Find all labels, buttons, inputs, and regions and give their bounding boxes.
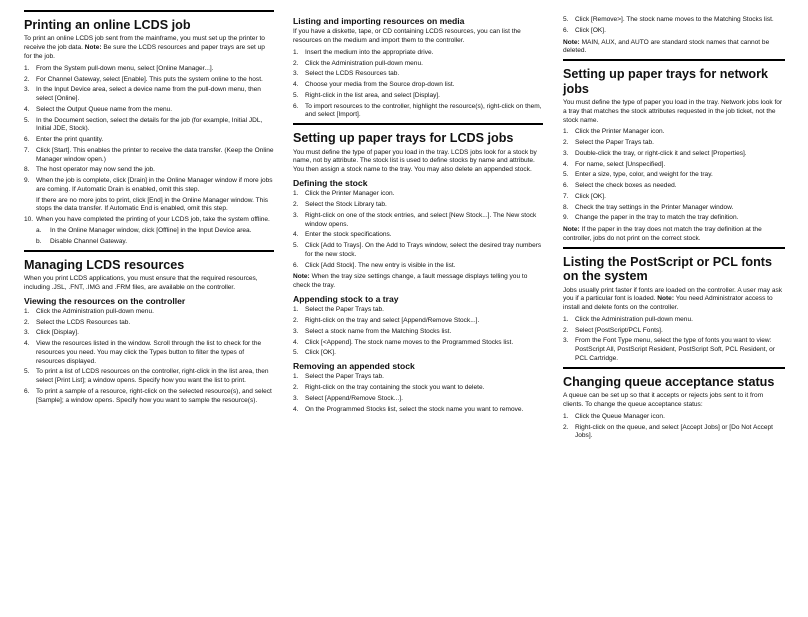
step-number: 5. — [563, 16, 569, 23]
step-text: Choose your media from the Source drop-down list. — [305, 81, 455, 89]
step-text: Click [OK]. — [305, 349, 336, 357]
step-text: Select a stock name from the Matching Stocks list. — [305, 327, 452, 335]
section-paper-trays-lcds — [293, 123, 543, 291]
step-number: 6. — [563, 182, 569, 190]
step-text: In the Document section, select the details for the job (for example, Initial JDL, Initial JDE, Stock). — [36, 116, 263, 133]
note — [563, 39, 785, 57]
step-number: 1. — [563, 412, 569, 420]
list-item — [24, 76, 274, 85]
list-item — [563, 424, 785, 442]
step-list — [563, 16, 785, 36]
section-queue-acceptance — [563, 367, 785, 441]
list-item — [24, 308, 274, 317]
step-number: 9. — [563, 214, 569, 222]
step-text: Select the Paper Trays tab. — [575, 139, 654, 147]
note-text: If the paper in the tray does not match the tray definition at the controller, jobs do not print on the correct stock. — [563, 226, 762, 242]
list-item — [293, 49, 543, 58]
list-item — [293, 339, 543, 348]
list-item — [293, 103, 543, 121]
step-number: 2. — [24, 75, 30, 83]
step-number: 6. — [24, 387, 30, 395]
step-list — [563, 316, 785, 364]
list-item — [293, 81, 543, 90]
column-3 — [563, 10, 785, 444]
step-number: 5. — [293, 349, 299, 357]
step-number: 4. — [563, 160, 569, 168]
list-item — [24, 340, 274, 366]
step-number: 2. — [563, 423, 569, 431]
list-item — [563, 150, 785, 159]
list-item — [293, 242, 543, 260]
step-number: 6. — [563, 26, 569, 34]
step-list — [24, 308, 274, 406]
list-item — [24, 216, 274, 246]
step-text: Click [Start]. This enables the printer to receive the data transfer. (Keep the Online Manager window open.) — [36, 146, 274, 163]
section-intro: If you have a diskette, tape, or CD containing LCDS resources, you can list the resources on the medium and import them to the controller. — [293, 28, 521, 45]
list-item — [24, 388, 274, 406]
subsection-heading: Viewing the resources on the controller — [24, 295, 186, 306]
note-label: Note: — [563, 38, 580, 46]
step-text: Click [OK]. — [575, 192, 606, 200]
step-number: 8. — [24, 166, 30, 174]
note-text: When the tray size settings change, a fault message displays telling you to check the tray. — [293, 273, 528, 290]
step-text: Click [<Append]. The stock name moves to the Programmed Stocks list. — [305, 338, 514, 346]
list-item — [293, 395, 543, 404]
list-item — [563, 327, 785, 336]
section-removing-stock-continued — [563, 10, 785, 56]
note-label: Note: — [84, 44, 102, 52]
section-heading: Changing queue acceptance status — [563, 367, 785, 389]
step-number: 2. — [24, 318, 30, 326]
step-text: To print a list of LCDS resources on the controller, right-click in the list area, then select [Print List]; a window opens. Specify how you want the list to print. — [36, 368, 269, 385]
step-number: 3. — [293, 394, 299, 402]
step-number: 3. — [24, 329, 30, 337]
section-intro — [563, 287, 785, 313]
list-item — [24, 368, 274, 386]
step-text: For Channel Gateway, select [Enable]. This puts the system online to the host. — [36, 75, 263, 83]
section-intro: A queue can be set up so that it accepts or rejects jobs sent to it from clients. To change the queue acceptance status: — [563, 392, 764, 409]
list-item — [563, 139, 785, 148]
step-number: 1. — [293, 190, 299, 198]
list-item — [24, 177, 274, 214]
step-number: 2. — [293, 317, 299, 325]
step-text: Select [Append/Remove Stock...]. — [305, 394, 403, 402]
step-number: 4. — [293, 405, 299, 413]
substep-list — [36, 227, 274, 247]
step-text: Right-click on the tray containing the stock you want to delete. — [305, 384, 485, 392]
column-1 — [24, 10, 274, 409]
step-number: 5. — [293, 91, 299, 99]
subsection-heading: Appending stock to a tray — [293, 293, 399, 304]
step-text: Click the Administration pull-down menu. — [36, 307, 154, 315]
list-item — [293, 306, 543, 315]
list-item — [563, 316, 785, 325]
step-text: Right-click on the tray and select [Append/Remove Stock...]. — [305, 317, 480, 325]
step-text: From the System pull-down menu, select [Online Manager...]. — [36, 64, 214, 72]
step-text: Enter the print quantity. — [36, 136, 104, 144]
step-number: 3. — [293, 327, 299, 335]
step-text: Click [Remove>]. The stock name moves to the Matching Stocks list. — [575, 16, 774, 23]
list-item — [293, 92, 543, 101]
list-item — [563, 182, 785, 191]
step-text: The host operator may now send the job. — [36, 166, 156, 174]
section-paper-trays-network — [563, 59, 785, 244]
list-item — [293, 190, 543, 199]
step-text: For name, select [Unspecified]. — [575, 160, 666, 168]
step-text: Click [Add Stock]. The new entry is visible in the list. — [305, 261, 456, 269]
section-heading: Setting up paper trays for network jobs — [563, 59, 785, 96]
step-number: 1. — [563, 128, 569, 136]
section-appending-stock — [293, 294, 543, 358]
step-text: Select the LCDS Resources tab. — [36, 318, 131, 326]
step-list — [563, 413, 785, 441]
step-text: Select [PostScript/PCL Fonts]. — [575, 326, 663, 334]
list-item — [563, 413, 785, 422]
step-number: 3. — [24, 86, 30, 94]
note-label: Note: — [293, 273, 310, 281]
note-label: Note: — [657, 295, 674, 303]
list-item — [24, 147, 274, 165]
step-list — [293, 306, 543, 358]
step-number: 1. — [293, 48, 299, 56]
list-item — [293, 349, 543, 358]
list-item — [24, 319, 274, 328]
step-number: 2. — [293, 201, 299, 209]
step-text: Double-click the tray, or right-click it and select [Properties]. — [575, 149, 747, 157]
step-text: Disable Channel Gateway. — [50, 237, 128, 245]
subsection-heading: Removing an appended stock — [293, 361, 415, 372]
list-item — [293, 406, 543, 415]
note-text: You need Administrator access to install and delete fonts on the controller. — [563, 295, 773, 312]
step-number: 10. — [24, 216, 34, 224]
section-heading: Setting up paper trays for LCDS jobs — [293, 123, 543, 145]
step-text: Right-click on the queue, and select [Accept Jobs] or [Do Not Accept Jobs]. — [575, 423, 773, 440]
list-item — [563, 337, 785, 363]
step-list — [293, 373, 543, 414]
step-number: a. — [36, 227, 42, 235]
section-listing-importing-resources — [293, 10, 543, 120]
step-number: 1. — [293, 306, 299, 314]
step-text: Enter the stock specifications. — [305, 231, 392, 239]
section-printing-online-lcds-job — [24, 10, 274, 247]
note — [563, 226, 785, 244]
step-number: 7. — [24, 146, 30, 154]
step-extra-text: If there are no more jobs to print, click [End] in the Online Manager window. This stops the data transfer. If Automatic End is enabled, omit this step. — [36, 196, 269, 213]
step-number: 3. — [293, 211, 299, 219]
step-text: Enter a size, type, color, and weight for the tray. — [575, 171, 713, 179]
list-item — [563, 193, 785, 202]
step-text: Click the Printer Manager icon. — [305, 190, 395, 198]
step-text: Insert the medium into the appropriate drive. — [305, 48, 434, 56]
step-number: 3. — [563, 149, 569, 157]
list-item — [563, 214, 785, 223]
list-item — [24, 166, 274, 175]
step-text: Change the paper in the tray to match the tray definition. — [575, 214, 739, 222]
list-item — [293, 317, 543, 326]
step-text: Click the Printer Manager icon. — [575, 128, 665, 136]
list-item — [293, 70, 543, 79]
section-managing-lcds-resources — [24, 250, 274, 406]
step-number: 1. — [24, 64, 30, 72]
step-list — [24, 65, 274, 247]
step-number: 1. — [293, 373, 299, 381]
step-text: In the Online Manager window, click [Offline] in the Input Device area. — [50, 227, 252, 235]
step-number: 5. — [24, 368, 30, 376]
step-text: Click [Display]. — [36, 329, 79, 337]
list-item — [563, 16, 785, 25]
step-text: Select the check boxes as needed. — [575, 182, 677, 190]
step-text: In the Input Device area, select a device name from the pull-down menu, then select [Online]. — [36, 86, 261, 103]
step-text: When you have completed the printing of your LCDS job, take the system offline. — [36, 216, 270, 224]
step-number: 4. — [24, 340, 30, 348]
step-text: Click the Queue Manager icon. — [575, 412, 665, 420]
section-intro — [24, 35, 274, 61]
note — [293, 273, 543, 291]
step-number: 4. — [293, 81, 299, 89]
list-item — [293, 262, 543, 271]
step-number: 4. — [24, 105, 30, 113]
subsection-heading: Defining the stock — [293, 177, 368, 188]
step-text: Select the Output Queue name from the menu. — [36, 105, 173, 113]
step-text: Select the LCDS Resources tab. — [305, 70, 400, 78]
section-heading: Managing LCDS resources — [24, 250, 274, 272]
step-text: To print a sample of a resource, right-click on the selected resource(s), and select [Sample]; a window opens. Specify how you want to sample the resource(s). — [36, 387, 272, 404]
list-item — [563, 161, 785, 170]
step-text: Click the Administration pull-down menu. — [305, 59, 423, 67]
section-intro: You must define the type of paper you load in the tray. LCDS jobs look for a stock by name, not by attribute. The stock list is used to define stocks by name and attribute. You then assign a stock name to the tray. You may also delete an appended stock. — [293, 148, 537, 174]
step-text: Click [Add to Trays]. On the Add to Trays window, select the desired tray numbers for the new stock. — [305, 242, 542, 258]
step-text: Select the Paper Trays tab. — [305, 373, 384, 381]
step-number: 8. — [563, 203, 569, 211]
list-item — [24, 329, 274, 338]
section-heading: Listing the PostScript or PCL fonts on the system — [563, 247, 785, 284]
step-number: 1. — [563, 315, 569, 323]
step-text: Click the Administration pull-down menu. — [575, 315, 693, 323]
list-item — [36, 227, 274, 236]
section-intro: You must define the type of paper you load in the tray. Network jobs look for a tray that matches the stock attributes requested in the job ticket, not the stock name. — [563, 99, 783, 124]
list-item — [563, 204, 785, 213]
note-text: Be sure the LCDS resources and paper trays are set up for the job. — [24, 44, 265, 60]
step-text: Select the Stock Library tab. — [305, 201, 387, 209]
list-item — [24, 106, 274, 115]
subsection-heading: Listing and importing resources on media — [293, 16, 465, 26]
step-number: 3. — [293, 70, 299, 78]
note-label: Note: — [563, 226, 580, 234]
step-text: Right-click on one of the stock entries, and select [New Stock...]. The New stock window opens. — [305, 211, 537, 228]
list-item — [563, 171, 785, 180]
step-number: 2. — [563, 139, 569, 147]
step-number: 2. — [563, 326, 569, 334]
step-list — [293, 49, 543, 120]
list-item — [293, 212, 543, 230]
list-item — [293, 231, 543, 240]
step-list — [563, 128, 785, 223]
step-number: 9. — [24, 177, 30, 185]
list-item — [24, 65, 274, 74]
intro-text: Jobs usually print faster if fonts are loaded on the controller. A user may ask you if a particular font is loaded. — [563, 286, 783, 303]
section-listing-fonts — [563, 247, 785, 364]
step-number: 5. — [24, 116, 30, 124]
step-text: Check the tray settings in the Printer Manager window. — [575, 203, 734, 211]
step-number: 7. — [563, 192, 569, 200]
step-text: Click [OK]. — [575, 26, 606, 34]
list-item — [293, 60, 543, 69]
step-text: From the Font Type menu, select the type of fonts you want to view: PostScript All, PostScript Resident, PostScript Soft, PCL Resident, or PCL Cartridge. — [575, 337, 775, 363]
step-list — [293, 190, 543, 270]
step-number: 1. — [24, 307, 30, 315]
list-item — [293, 373, 543, 382]
step-text: To import resources to the controller, highlight the resource(s), right-click on them, and select [Import]. — [305, 102, 542, 119]
list-item — [24, 117, 274, 135]
step-number: b. — [36, 237, 42, 245]
step-text: Select the Paper Trays tab. — [305, 306, 384, 314]
step-number: 2. — [293, 59, 299, 67]
list-item — [24, 86, 274, 104]
list-item — [293, 201, 543, 210]
list-item — [563, 128, 785, 137]
list-item — [563, 27, 785, 36]
list-item — [24, 136, 274, 145]
step-number: 3. — [563, 337, 569, 345]
step-text: Right-click in the list area, and select [Display]. — [305, 91, 440, 99]
note-text: MAIN, AUX, and AUTO are standard stock names that cannot be deleted. — [563, 38, 770, 55]
step-number: 6. — [293, 102, 299, 110]
step-text: When the job is complete, click [Drain] in the Online Manager window if more jobs are coming. If Automatic Drain is enabled, omit this step. — [36, 177, 273, 193]
list-item — [36, 238, 274, 247]
list-item — [293, 384, 543, 393]
intro-text: To print an online LCDS job sent from the mainframe, you must set up the printer to receive the job data. — [24, 35, 265, 52]
step-number: 2. — [293, 384, 299, 392]
step-number: 4. — [293, 231, 299, 239]
section-removing-appended-stock — [293, 361, 543, 414]
step-number: 4. — [293, 338, 299, 346]
step-number: 6. — [24, 136, 30, 144]
step-text: On the Programmed Stocks list, select the stock name you want to remove. — [305, 405, 524, 413]
list-item — [293, 328, 543, 337]
step-text: View the resources listed in the window. Scroll through the list to check for the resources you need. You may click the Types button to filter the types of resources displayed. — [36, 340, 262, 365]
step-number: 6. — [293, 261, 299, 269]
section-intro: When you print LCDS applications, you must ensure that the required resources, including .JSL, .FNT, .IMG and .FRM files, are available on the controller. — [24, 275, 258, 291]
step-number: 5. — [563, 171, 569, 179]
section-heading: Printing an online LCDS job — [24, 10, 274, 32]
step-number: 5. — [293, 242, 299, 250]
column-2 — [293, 10, 543, 417]
